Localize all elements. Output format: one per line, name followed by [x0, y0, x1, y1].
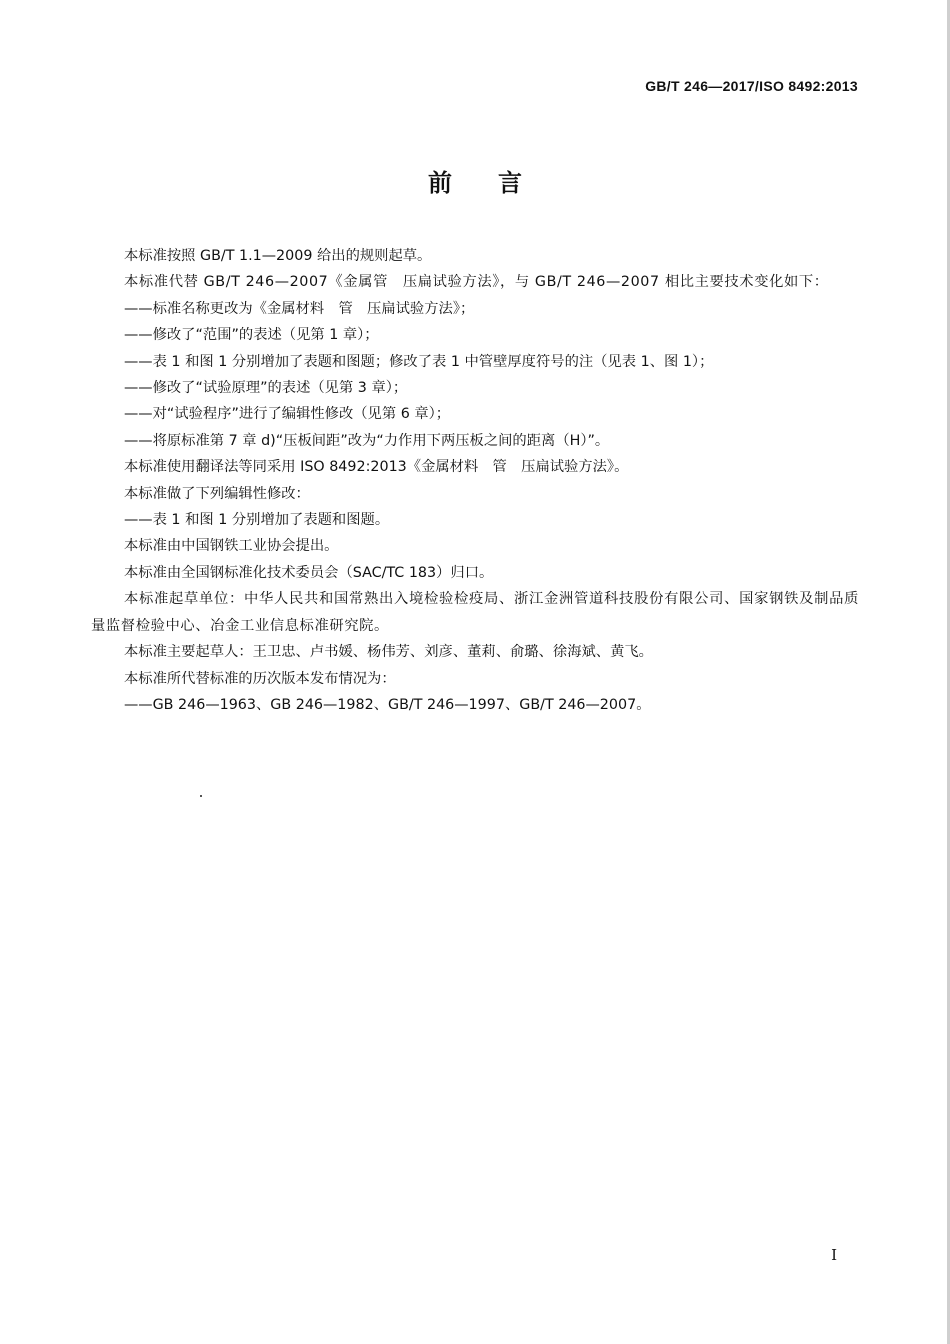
- paragraph-previous-editions: 本标准所代替标准的历次版本发布情况为：: [124, 670, 396, 687]
- paragraph-drafting-units: 本标准起草单位：中华人民共和国常熟出入境检验检疫局、浙江金洲管道科技股份有限公司、国家钢铁及制品质量监督检验中心、冶金工业信息标准研究院。: [91, 591, 859, 634]
- change-item-procedure: ——对“试验程序”进行了编辑性修改（见第 6 章）；: [124, 406, 451, 423]
- change-item-distance: ——将原标准第 7 章 d)“压板间距”改为“力作用下两压板之间的距离（H）”。: [124, 432, 610, 449]
- scan-speck: [200, 795, 202, 797]
- paragraph-editorial-changes: 本标准做了下列编辑性修改：: [124, 485, 310, 502]
- paragraph-under-jurisdiction: 本标准由全国钢标准化技术委员会（SAC/TC 183）归口。: [124, 564, 494, 581]
- paragraph-drafting-rules: 本标准按照 GB/T 1.1—2009 给出的规则起草。: [124, 248, 432, 264]
- change-item-title: ——标准名称更改为《金属材料 管 压扁试验方法》；: [124, 300, 475, 317]
- change-item-principle: ——修改了“试验原理”的表述（见第 3 章）；: [124, 380, 408, 397]
- previous-editions-list: ——GB 246—1963、GB 246—1982、GB/T 246—1997、GB/T 246—2007。: [124, 696, 651, 713]
- editorial-item-titles: ——表 1 和图 1 分别增加了表题和图题。: [124, 512, 390, 529]
- paragraph-proposed-by: 本标准由中国钢铁工业协会提出。: [124, 538, 339, 555]
- foreword-body: [91, 243, 859, 718]
- page-title: 前言: [428, 169, 568, 197]
- paragraph-replaces-standard: 本标准代替 GB/T 246—2007《金属管 压扁试验方法》，与 GB/T 246—2007 相比主要技术变化如下：: [124, 274, 829, 291]
- change-item-table-figure: ——表 1 和图 1 分别增加了表题和图题；修改了表 1 中管壁厚度符号的注（见表 1、图 1）；: [124, 353, 714, 370]
- paragraph-iso-adoption: 本标准使用翻译法等同采用 ISO 8492:2013《金属材料 管 压扁试验方法》。: [124, 459, 629, 476]
- page-number: I: [831, 1246, 837, 1264]
- standard-code: GB/T 246—2017/ISO 8492:2013: [645, 78, 858, 94]
- paragraph-drafters: 本标准主要起草人：王卫忠、卢书媛、杨伟芳、刘彦、董莉、俞璐、徐海斌、黄飞。: [124, 644, 653, 661]
- change-item-scope: ——修改了“范围”的表述（见第 1 章）；: [124, 327, 379, 344]
